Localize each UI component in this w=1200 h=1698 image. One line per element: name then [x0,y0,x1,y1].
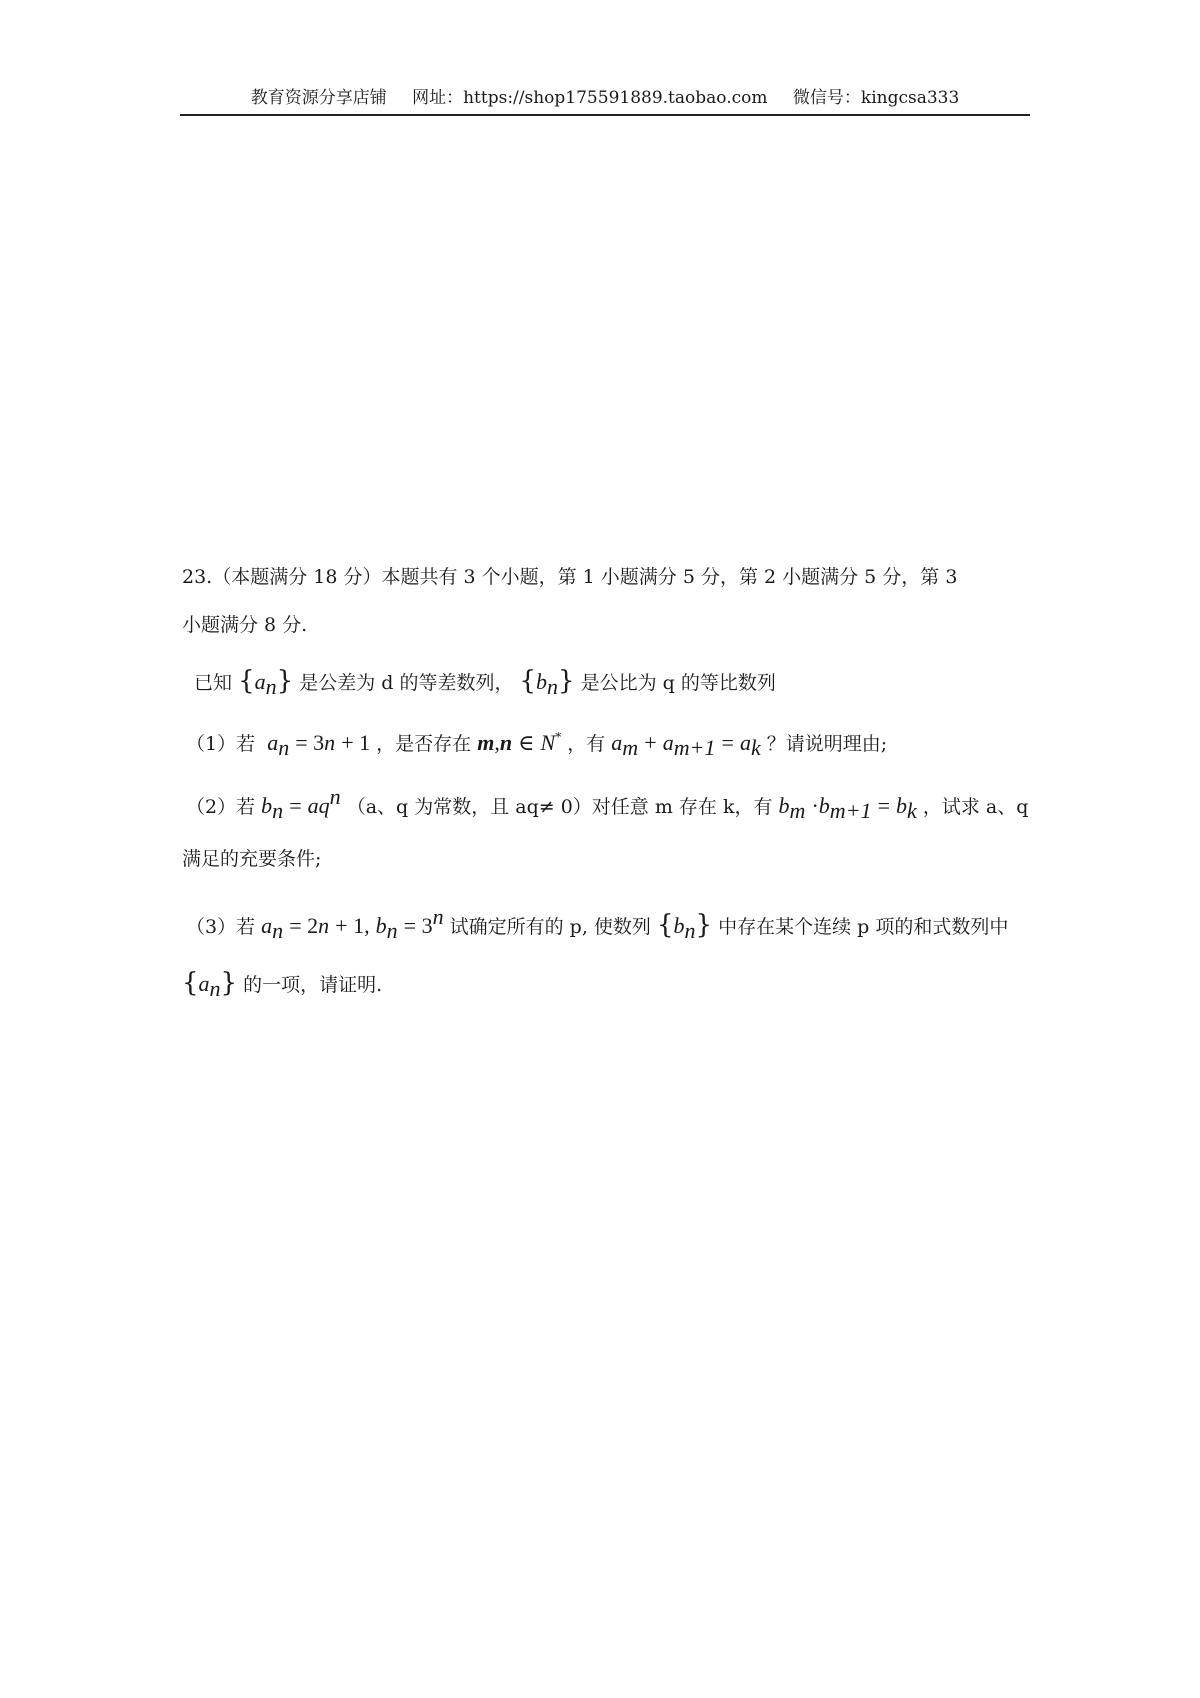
part1-formula-an: $a_n = 3n + 1$ [267,730,371,760]
part1-mid1: ，是否存在 [376,733,472,755]
part3-prefix: （3）若 [186,916,256,938]
given-mid: 是公差为 d 的等差数列， [299,672,514,694]
given-suffix: 是公比为 q 的等比数列 [580,672,776,694]
part1-prefix: （1）若 [186,733,256,755]
problem-intro-line-1: 23.（本题满分 18 分）本题共有 3 个小题，第 1 小题满分 5 分，第 2 小题满分 5 分，第 3 [182,566,958,588]
problem-given [194,666,776,702]
given-prefix: 已知 [194,672,233,694]
sequence-a-formula: $\{a_n\}$ [238,666,294,699]
problem-intro-line-2: 小题满分 8 分. [182,614,308,636]
part3-formula: $a_n = 2n + 1$, $b_n = 3^n$ [261,904,444,943]
part2-formula-product: $b_m \cdot b_{m+1} = b_k$ [778,793,917,823]
page-header [180,84,1030,116]
header-url: 网址：https://shop175591889.taobao.com [412,88,768,108]
part-3 [186,902,1008,946]
part3-sequence-b: $\{b_n\}$ [656,910,713,943]
part-1 [186,722,887,763]
part1-formula-sum: $a_m + a_{m+1} = a_k$ [611,730,761,760]
part3-line-2 [182,968,382,1004]
part2-prefix: （2）若 [186,796,256,818]
sequence-b-formula: $\{b_n\}$ [519,666,575,699]
part2-mid: （a、q 为常数，且 aq≠ 0）对任意 m 存在 k，有 [346,796,773,818]
part3-mid: 试确定所有的 p, 使数列 [449,916,651,938]
part1-suffix: ？请说明理由; [766,733,888,755]
part1-formula-mn: m,n ∈ N* [477,730,562,755]
part1-mid2: ，有 [567,733,606,755]
part2-line-2: 满足的充要条件; [182,848,322,870]
part3-suffix: 中存在某个连续 p 项的和式数列中 [718,916,1009,938]
header-wechat: 微信号：kingcsa333 [792,88,960,108]
part-2 [186,782,1028,826]
part2-suffix: ，试求 a、q [922,796,1029,818]
part3-line2-text: 的一项，请证明. [243,974,383,996]
part3-sequence-a: $\{a_n\}$ [182,968,238,1001]
header-shop: 教育资源分享店铺 [250,88,387,108]
part2-formula-bn: $b_n = aq^n$ [261,784,341,823]
